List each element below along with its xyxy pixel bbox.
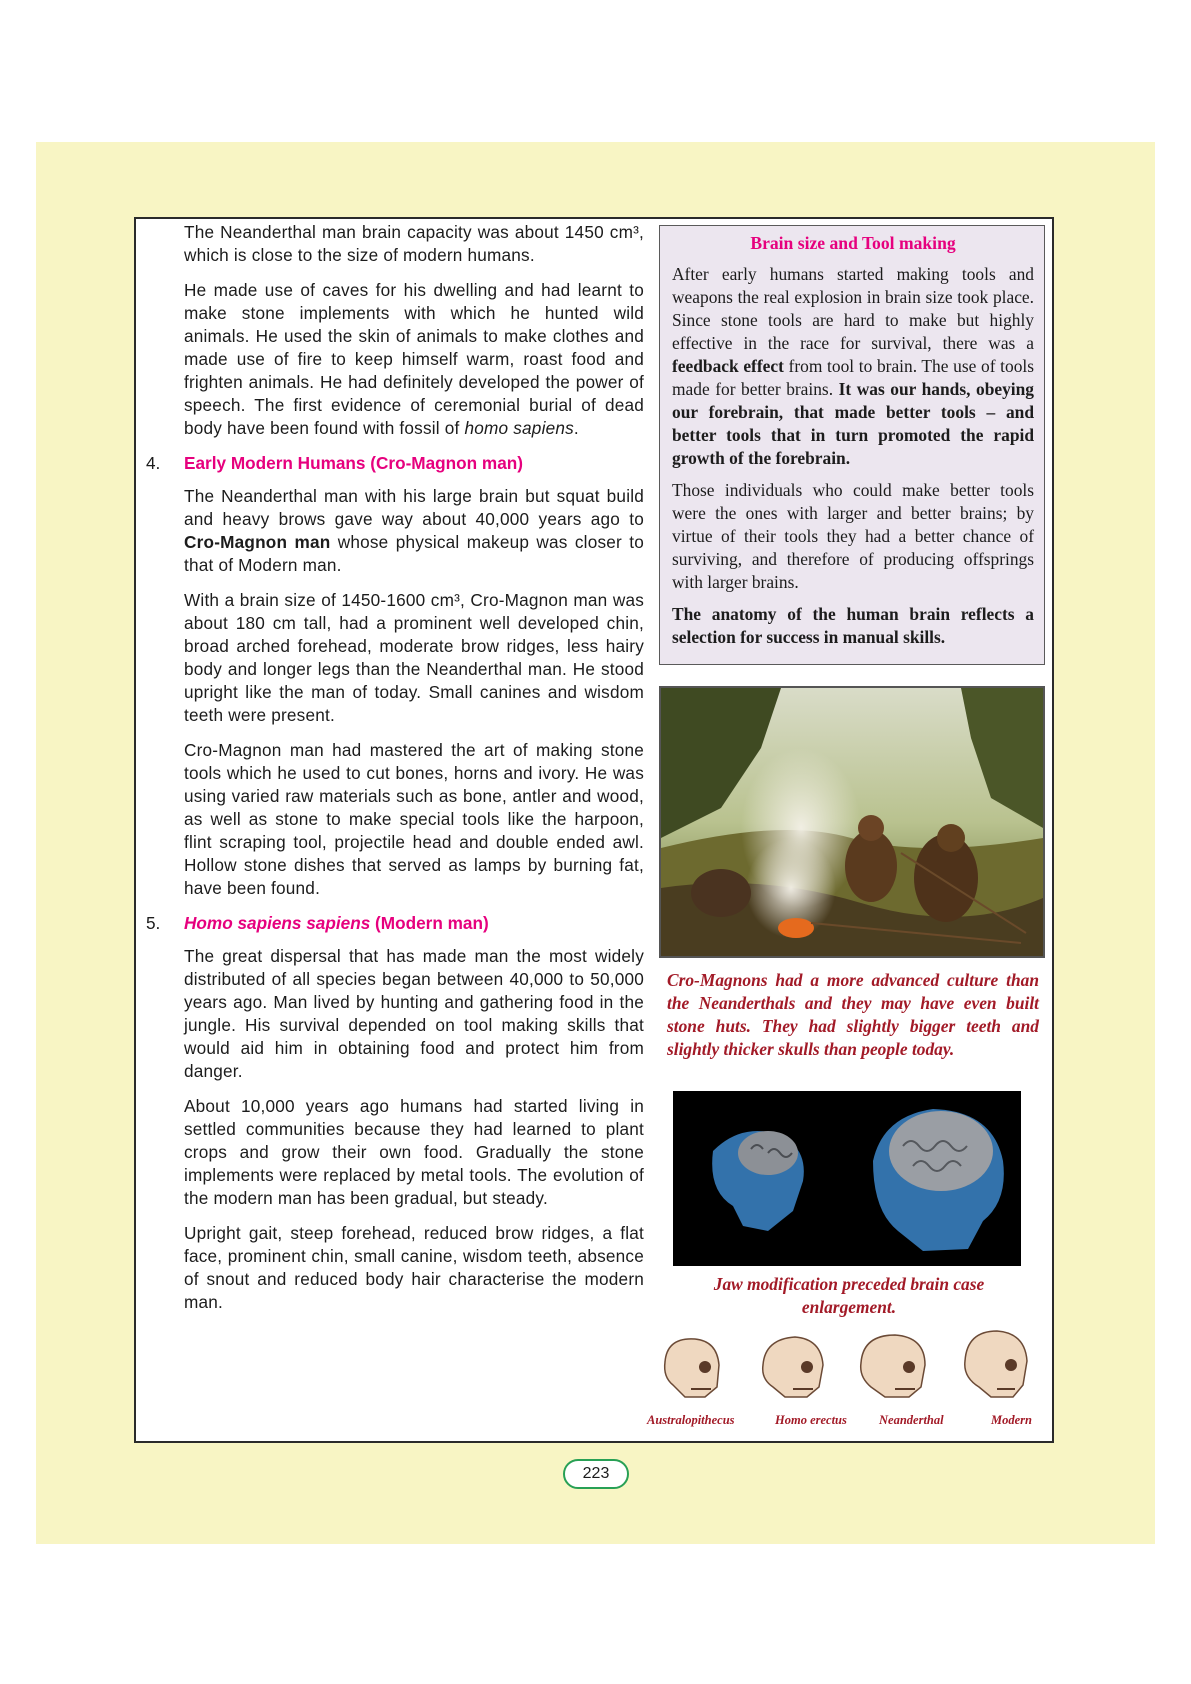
section-heading-4: 4. Early Modern Humans (Cro-Magnon man) [146, 453, 523, 473]
paragraph: The great dispersal that has made man the most widely distributed of all species began between 40,000 to 50,000 years ago. Man lived by hunting and gathering food in the jungle. His survival depended on tool making skills that would aid him in obtaining food and protect him from danger. [184, 946, 644, 1081]
sidebar-column [647, 225, 1045, 1427]
skull-label: Neanderthal [879, 1413, 944, 1427]
skull-label: Homo erectus [775, 1413, 847, 1427]
paragraph: The Neanderthal man brain capacity was about 1450 cm³, which is close to the size of modern humans. [184, 222, 644, 265]
page-number: 223 [563, 1459, 629, 1489]
skull-homo-erectus-icon [755, 1327, 835, 1407]
info-box [659, 225, 1045, 665]
info-box-paragraph: The anatomy of the human brain reflects a selection for success in manual skills. [672, 604, 1034, 647]
section-heading-5: 5. Homo sapiens sapiens (Modern man) [146, 913, 489, 933]
skull-australopithecus-icon [655, 1327, 735, 1407]
xray-caption: Jaw modification preceded brain case enlargement. [713, 1274, 985, 1317]
paragraph: Upright gait, steep forehead, reduced brow ridges, a flat face, prominent chin, small canine, wisdom teeth, absence of snout and reduced body hair characterise the modern man. [184, 1223, 644, 1312]
cro-magnon-illustration [659, 686, 1045, 958]
content-frame [134, 217, 1054, 1443]
info-box-title: Brain size and Tool making [750, 233, 956, 253]
skull-modern-icon [957, 1327, 1037, 1407]
illustration-caption: Cro-Magnons had a more advanced culture than the Neanderthals and they may have even built stone huts. They had slightly bigger teeth and slightly thicker skulls than people today. [667, 970, 1039, 1059]
paragraph: Cro-Magnon man had mastered the art of making stone tools which he used to cut bones, horns and ivory. He was using varied raw materials such as bone, antler and wood, as well as stone to make special tools like the harpoon, flint scraping tool, projectile head and double ended awl. Hollow stone dishes that served as lamps by burning fat, have been found. [184, 740, 644, 898]
skull-label: Modern [991, 1413, 1032, 1427]
main-text-column [136, 219, 644, 1326]
skull-label: Australopithecus [647, 1413, 735, 1427]
paragraph: He made use of caves for his dwelling and had learnt to make stone implements with which he hunted wild animals. He used the skin of animals to make clothes and made use of fire to keep himself warm, roast food and frighten animals. He had definitely developed the power of speech. The first evidence of ceremonial burial of dead body have been found with fossil of homo sapiens. [184, 280, 644, 438]
info-box-paragraph: After early humans started making tools and weapons the real explosion in brain size took place. Since stone tools are hard to make but highly effective in the race for survival, there was a feedback effect from tool to brain. The use of tools made for better brains. It was our hands, obeying our forebrain, that made better tools – and better tools that in turn promoted the rapid growth of the forebrain. [672, 264, 1034, 468]
paragraph: About 10,000 years ago humans had started living in settled communities because they had learned to plant crops and grow their own food. Gradually the stone implements were replaced by metal tools. The evolution of the modern man has been gradual, but steady. [184, 1096, 644, 1208]
skull-comparison-row [647, 1327, 1051, 1427]
skull-xray-image [673, 1091, 1021, 1266]
paragraph: The Neanderthal man with his large brain but squat build and heavy brows gave way about 40,000 years ago to Cro-Magnon man whose physical makeup was closer to that of Modern man. [184, 486, 644, 575]
info-box-paragraph: Those individuals who could make better tools were the ones with larger and better brains; by virtue of their tools they had a better chance of surviving, and therefore of producing offsprings with larger brains. [672, 480, 1034, 592]
skull-neanderthal-icon [855, 1327, 935, 1407]
paragraph: With a brain size of 1450-1600 cm³, Cro-Magnon man was about 180 cm tall, had a prominent well developed chin, broad arched forehead, moderate brow ridges, less hairy body and longer legs than the Neanderthal man. He stood upright like the man of today. Small canines and wisdom teeth were present. [184, 590, 644, 725]
